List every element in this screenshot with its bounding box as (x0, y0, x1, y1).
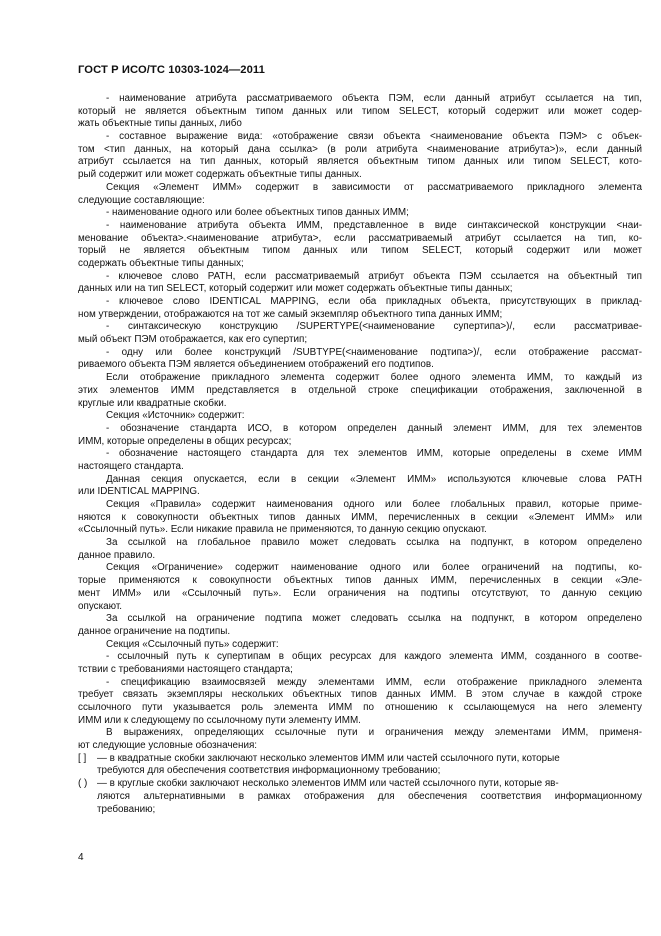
text-line: требуются для обеспечения соответствия информационному требованию; (97, 765, 441, 777)
text-line: «Ссылочный путь». Если никакие правила не применяются, то данную секцию опускают. (78, 524, 487, 536)
paragraph-start-line: - обозначение настоящего стандарта для тех элементов ИММ, которые определены в схеме ИММ (106, 448, 642, 460)
text-line: жать объектные типы данных, либо (78, 118, 242, 130)
text-line: ном утверждении, отображаются на тот же самый экземпляр объектного типа данных ИММ; (78, 308, 503, 320)
paragraph-start-line: Секция «Источник» содержит: (106, 410, 245, 422)
paragraph-start-line: Данная секция опускается, если в секции «Элемент ИММ» используются ключевые слова PATH (106, 473, 642, 485)
paragraph-start-line: - ключевое слово IDENTICAL MAPPING, если оба прикладных объекта, присутствующих в приклад- (106, 296, 642, 307)
paragraph-start-line: - составное выражение вида: «отображение связи объекта <наименование объекта ПЭМ> с объек- (106, 131, 642, 143)
bracket-symbol: [ ] (78, 752, 87, 764)
text-line: ют следующие условные обозначения: (78, 740, 258, 752)
text-line: ляются альтернативными в рамках отображения для обеспечения соответствия информационному (97, 790, 642, 802)
text-line: этих элементов ИММ представляется в отдельной строке спецификации отображения, заключенной в (78, 384, 642, 396)
document-header: ГОСТ Р ИСО/ТС 10303-1024—2011 (78, 64, 265, 76)
text-line: опускают. (78, 600, 122, 612)
definition-text: — в квадратные скобки заключают несколько элементов ИММ или частей ссылочного пути, которые (97, 752, 560, 764)
paragraph-start-line: - ключевое слово PATH, если рассматриваемый атрибут объекта ПЭМ ссылается на объектный тип (106, 270, 642, 282)
text-line: содержать объектные типы данных; (78, 257, 244, 269)
text-line: данное правило. (78, 549, 156, 561)
definition-text: — в круглые скобки заключают несколько элементов ИММ или частей ссылочного пути, которые яв- (97, 778, 559, 790)
text-line: том <тип данных, на который дана ссылка> (в роли атрибута <наименование атрибута>)», если данный (78, 143, 642, 155)
definition-line (78, 753, 642, 766)
paragraph-start-line: - наименование атрибута рассматриваемого объекта ПЭМ, если данный атрибут ссылается на тип, (106, 93, 642, 104)
paragraph-start-line: - синтаксическую конструкцию /SUPERTYPE(<наименование супертипа>)/, если рассматривае- (106, 321, 642, 333)
text-line: торый не является объектным типом данных или типом SELECT, который содержит или может (78, 245, 642, 257)
paragraph-start-line: - наименование одного или более объектных типов данных ИММ; (106, 207, 409, 219)
text-line: няются к совокупности объектных типов данных ИММ, перечисленных в секции «Элемент ИММ» или (78, 511, 642, 523)
paragraph-start-line: В выражениях, определяющих ссылочные пути и ограничения между элементами ИММ, применя- (106, 727, 642, 739)
document-body (78, 93, 642, 816)
text-line: или IDENTICAL MAPPING. (78, 486, 200, 498)
definition-line (78, 778, 642, 791)
text-line: требованию; (97, 803, 156, 815)
text-line: рый содержит или может содержать объектные типы данных. (78, 169, 362, 181)
text-line: круглые или квадратные скобки. (78, 397, 227, 409)
paragraph-start-line: За ссылкой на ограничение подтипа может следовать ссылка на подпункт, в котором определено (106, 613, 642, 625)
paragraph-start-line: - наименование атрибута объекта ИММ, представленное в виде синтаксической конструкции <наи- (106, 219, 642, 231)
text-line: настоящего стандарта. (78, 460, 184, 472)
paragraph-start-line: Секция «Ограничение» содержит наименование одного или более ограничений на подтипы, ко- (106, 562, 642, 574)
text-line: ИММ, которые определены в общих ресурсах; (78, 435, 292, 447)
paragraph-start-line: За ссылкой на глобальное правило может следовать ссылка на подпункт, в котором определено (106, 537, 642, 549)
text-line: который не является объектным типом данных или типом SELECT, который содержит или может содер- (78, 105, 642, 117)
text-line: мент ИММ» или «Ссылочный путь». Если ограничения на подтипы отсутствуют, то данную секцию (78, 587, 642, 599)
paragraph-start-line: - обозначение стандарта ИСО, в котором определен данный элемент ИММ, для тех элементов (106, 422, 642, 434)
text-line: ссылочного пути указывается роль элемента ИММ по отношению к ссылающемуся на него элементу (78, 702, 642, 713)
bracket-symbol: ( ) (78, 778, 88, 790)
text-line: атрибут ссылается на тип данных, который является объектным типом данных или типом SELECT, кото- (78, 156, 642, 168)
paragraph-start-line: Секция «Правила» содержит наименования одного или более глобальных правил, которые приме- (106, 499, 642, 510)
paragraph-start-line: - спецификацию взаимосвязей между элементами ИММ, если отображение прикладного элемента (106, 676, 642, 688)
text-line: торые применяются к совокупности объектных типов данных ИММ, перечисленных в секции «Эле- (78, 575, 642, 587)
page-number: 4 (78, 852, 84, 863)
paragraph-start-line: Секция «Элемент ИММ» содержит в зависимости от рассматриваемого прикладного элемента (106, 181, 642, 193)
text-line: данных или на тип SELECT, который содержит или может содержать объектные типы данных; (78, 283, 513, 295)
text-line: требует связать экземпляры нескольких объектных типов данных ИММ. В этом случае в каждой строке (78, 689, 642, 701)
paragraph-start-line: - одну или более конструкций /SUBTYPE(<наименование подтипа>)/, если отображение рассмат- (106, 346, 642, 358)
text-line: мый объект ПЭМ отображается, как его супертип; (78, 334, 308, 346)
text-line: риваемого объекта ПЭМ является объединением отображений его подтипов. (78, 359, 434, 371)
paragraph-start-line: Секция «Ссылочный путь» содержит: (106, 638, 279, 650)
text-line: данное ограничение на подтипы. (78, 625, 231, 637)
text-line: тствии с требованиями настоящего стандарта; (78, 663, 293, 675)
paragraph-start-line: Если отображение прикладного элемента содержит более одного элемента ИММ, то каждый из (106, 372, 642, 384)
text-line: следующие составляющие: (78, 194, 205, 206)
text-line: менование объекта>.<наименование атрибута>, если рассматриваемый атрибут ссылается на тип, ко- (78, 232, 642, 244)
text-line: ИММ или к следующему по ссылочному пути элементу ИММ. (78, 714, 361, 726)
paragraph-start-line: - ссылочный путь к супертипам в общих ресурсах для каждого элемента ИММ, созданного в соотве- (106, 651, 642, 663)
